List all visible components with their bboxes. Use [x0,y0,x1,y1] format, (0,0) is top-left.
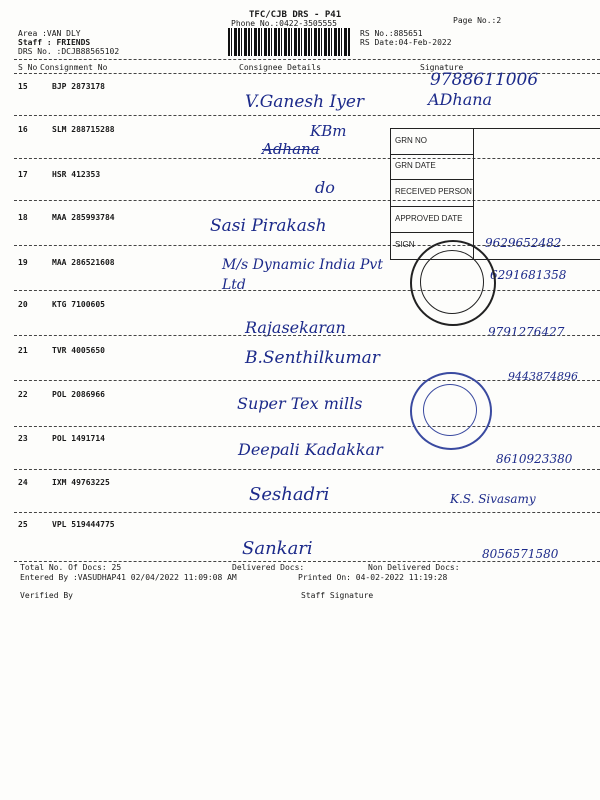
row-consignment: TVR 4005650 [52,346,105,355]
consignee-name-handwritten: Sasi Pirakash [210,216,327,236]
consignee-name-handwritten: Sankari [242,538,313,559]
stamp-divider [391,154,473,155]
row-divider [14,561,600,562]
row-divider [14,290,600,291]
phone-handwritten: 6291681358 [490,268,567,282]
row-sno: 19 [18,258,28,267]
row-consignment: SLM 288715288 [52,125,115,134]
consignee-name-handwritten: Seshadri [249,484,330,505]
consignee-name-handwritten: B.Senthilkumar [245,348,380,368]
signature-handwritten: K.S. Sivasamy [450,492,536,506]
row-consignment: POL 2086966 [52,390,105,399]
row-consignment: HSR 412353 [52,170,101,179]
signature-handwritten: ADhana [428,90,493,109]
rs-number: RS No.:885651 [360,29,423,38]
row-sno: 20 [18,300,28,309]
row-consignment: MAA 286521608 [52,258,115,267]
col-consignment: Consignment No [40,63,108,72]
phone-handwritten: 8610923380 [496,452,573,466]
barcode [228,28,350,56]
stamp-divider [391,206,473,207]
row-consignment: VPL 519444775 [52,520,115,529]
row-sno: 21 [18,346,28,355]
row-divider [14,512,600,513]
rs-date: RS Date:04-Feb-2022 [360,38,452,47]
stamp-approved-date: APPROVED DATE [395,214,463,223]
drs-number: DRS No. :DCJB88565102 [18,47,120,56]
grn-stamp [390,128,600,260]
phone-handwritten: 8056571580 [482,547,559,561]
stamp-sign: SIGN [395,240,415,249]
row-divider [14,380,600,381]
row-sno: 23 [18,434,28,443]
col-consignee: Consignee Details [239,63,321,72]
page-number: Page No.:2 [453,16,502,25]
staff-signature: Staff Signature [301,591,374,600]
row-consignment: IXM 49763225 [52,478,110,487]
phone-number: Phone No.:0422-3505555 [231,19,337,28]
stamp-received-person: RECEIVED PERSON [395,187,472,196]
consignee-name-handwritten: Rajasekaran [245,318,346,337]
stamp-column-divider [473,129,474,259]
consignee-name-handwritten: M/s Dynamic India Pvt Ltd [222,257,383,293]
company-seal-inner [420,250,484,314]
entered-by: Entered By :VASUDHAP41 02/04/2022 11:09:08 AM [20,573,237,582]
col-sno: S No [18,63,38,72]
col-signature: Signature [420,63,464,72]
row-sno: 25 [18,520,28,529]
staff-label: Staff : FRIENDS [18,38,91,47]
phone-handwritten: 9629652482 [485,236,562,250]
stamp-grn-no: GRN NO [395,136,427,145]
consignee-name-handwritten: Super Tex mills [237,394,363,413]
row-sno: 22 [18,390,28,399]
row-divider [14,426,600,427]
row-sno: 17 [18,170,28,179]
page-title: TFC/CJB DRS - P41 [249,10,342,20]
row-consignment: KTG 7100605 [52,300,105,309]
printed-on: Printed On: 04-02-2022 11:19:28 [298,573,448,582]
stamp-divider [391,179,473,180]
row-sno: 16 [18,125,28,134]
verified-by: Verified By [20,591,73,600]
row-consignment: MAA 285993784 [52,213,115,222]
row-sno: 24 [18,478,28,487]
header-rule-top [14,59,600,60]
phone-handwritten: 9443874896 [508,370,578,383]
row-divider [14,115,600,116]
non-delivered-docs: Non Delivered Docs: [368,563,460,572]
mill-seal-inner [423,384,477,436]
row-consignment: POL 1491714 [52,434,105,443]
area-label: Area :VAN DLY [18,29,81,38]
consignee-name-handwritten: V.Ganesh Iyer [245,92,365,112]
total-docs: Total No. Of Docs: 25 [20,563,122,572]
stamp-grn-date: GRN DATE [395,161,436,170]
row-divider [14,335,600,336]
row-sno: 18 [18,213,28,222]
row-sno: 15 [18,82,28,91]
consignee-name-handwritten: do [315,178,335,197]
phone-handwritten: 9788611006 [430,70,539,90]
row-consignment: BJP 2873178 [52,82,105,91]
delivered-docs: Delivered Docs: [232,563,305,572]
consignee-name-handwritten: Deepali Kadakkar [238,440,383,459]
stamp-divider [391,232,473,233]
consignee-name-handwritten: KBm [310,122,347,140]
signature-handwritten: Adhana [262,140,320,158]
phone-handwritten: 9791276427 [488,325,565,339]
row-divider [14,469,600,470]
